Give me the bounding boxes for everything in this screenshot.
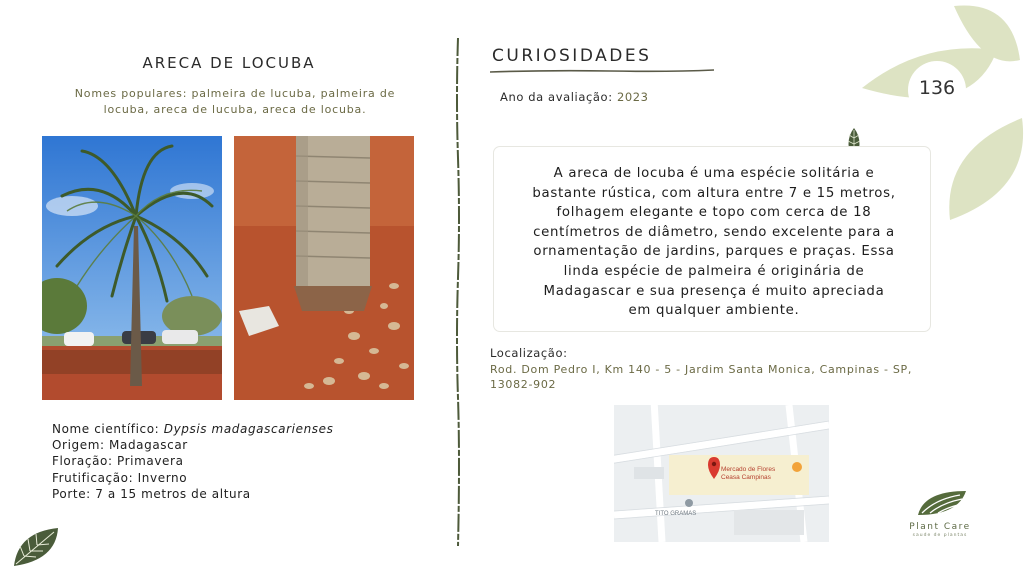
map-place-line-2: Ceasa Campinas [721, 474, 771, 481]
curiosity-line: em qualquer ambiente. [628, 303, 800, 319]
curiosity-line: A areca de locuba é uma espécie solitária e [553, 166, 875, 181]
fruiting-row: Frutificação: Inverno [52, 470, 188, 485]
leaf-decoration-icon [10, 524, 62, 570]
scientific-name-row [52, 421, 333, 437]
palm-trunk-photo [234, 136, 414, 400]
evaluation-year-label: Ano da avaliação: [500, 90, 613, 104]
curiosity-text [512, 164, 916, 321]
evaluation-year [500, 90, 649, 104]
curiosities-title: CURIOSIDADES [492, 46, 652, 66]
popular-names-line-2: locuba, areca de lucuba, areca de locuba. [103, 103, 367, 116]
popular-names-line-1: Nomes populares: palmeira de lucuba, palmeira de [74, 87, 396, 100]
plant-care-logo-icon [914, 487, 970, 521]
scientific-name-value: Dypsis madagascarienses [163, 422, 334, 436]
scientific-name-label: Nome científico: [52, 422, 160, 436]
curiosity-line: linda espécie de palmeira é originária de [563, 263, 865, 279]
curiosity-line: centímetros de diâmetro, sendo excelente para a [533, 224, 895, 240]
page-number: 136 [918, 77, 956, 99]
map-place-line-1: Mercado de Flores [721, 466, 776, 473]
plant-facts [52, 421, 333, 502]
title-underline [490, 68, 716, 74]
address-line-2: 13082-902 [490, 378, 557, 391]
location-address [490, 362, 960, 392]
location-map[interactable] [614, 405, 829, 542]
curiosity-line: ornamentação de jardins, parques e praças. Essa [533, 244, 895, 260]
evaluation-year-value: 2023 [616, 90, 649, 104]
popular-names [50, 86, 420, 118]
size-row: Porte: 7 a 15 metros de altura [52, 486, 251, 501]
decorative-leaves [862, 0, 1024, 226]
plant-title: ARECA DE LOCUBA [142, 54, 316, 72]
address-line-1: Rod. Dom Pedro I, Km 140 - 5 - Jardim Santa Monica, Campinas - SP, [490, 363, 913, 376]
map-poi-label: TITO GRAMAS [655, 511, 697, 517]
origin-row: Origem: Madagascar [52, 438, 188, 453]
flowering-row: Floração: Primavera [52, 454, 184, 469]
brand-tagline: saude de plantas [912, 533, 968, 538]
column-divider [455, 38, 461, 546]
map-place-label [721, 466, 775, 482]
curiosity-line: bastante rústica, com altura entre 7 e 15 metros, [532, 185, 896, 201]
palm-tree-photo [42, 136, 222, 400]
location-label: Localização: [490, 346, 568, 360]
brand-name: Plant Care [909, 522, 971, 532]
curiosity-line: folhagem elegante e topo com cerca de 18 [556, 205, 872, 221]
curiosity-line: Madagascar e sua presença é muito apreciada [543, 283, 885, 299]
